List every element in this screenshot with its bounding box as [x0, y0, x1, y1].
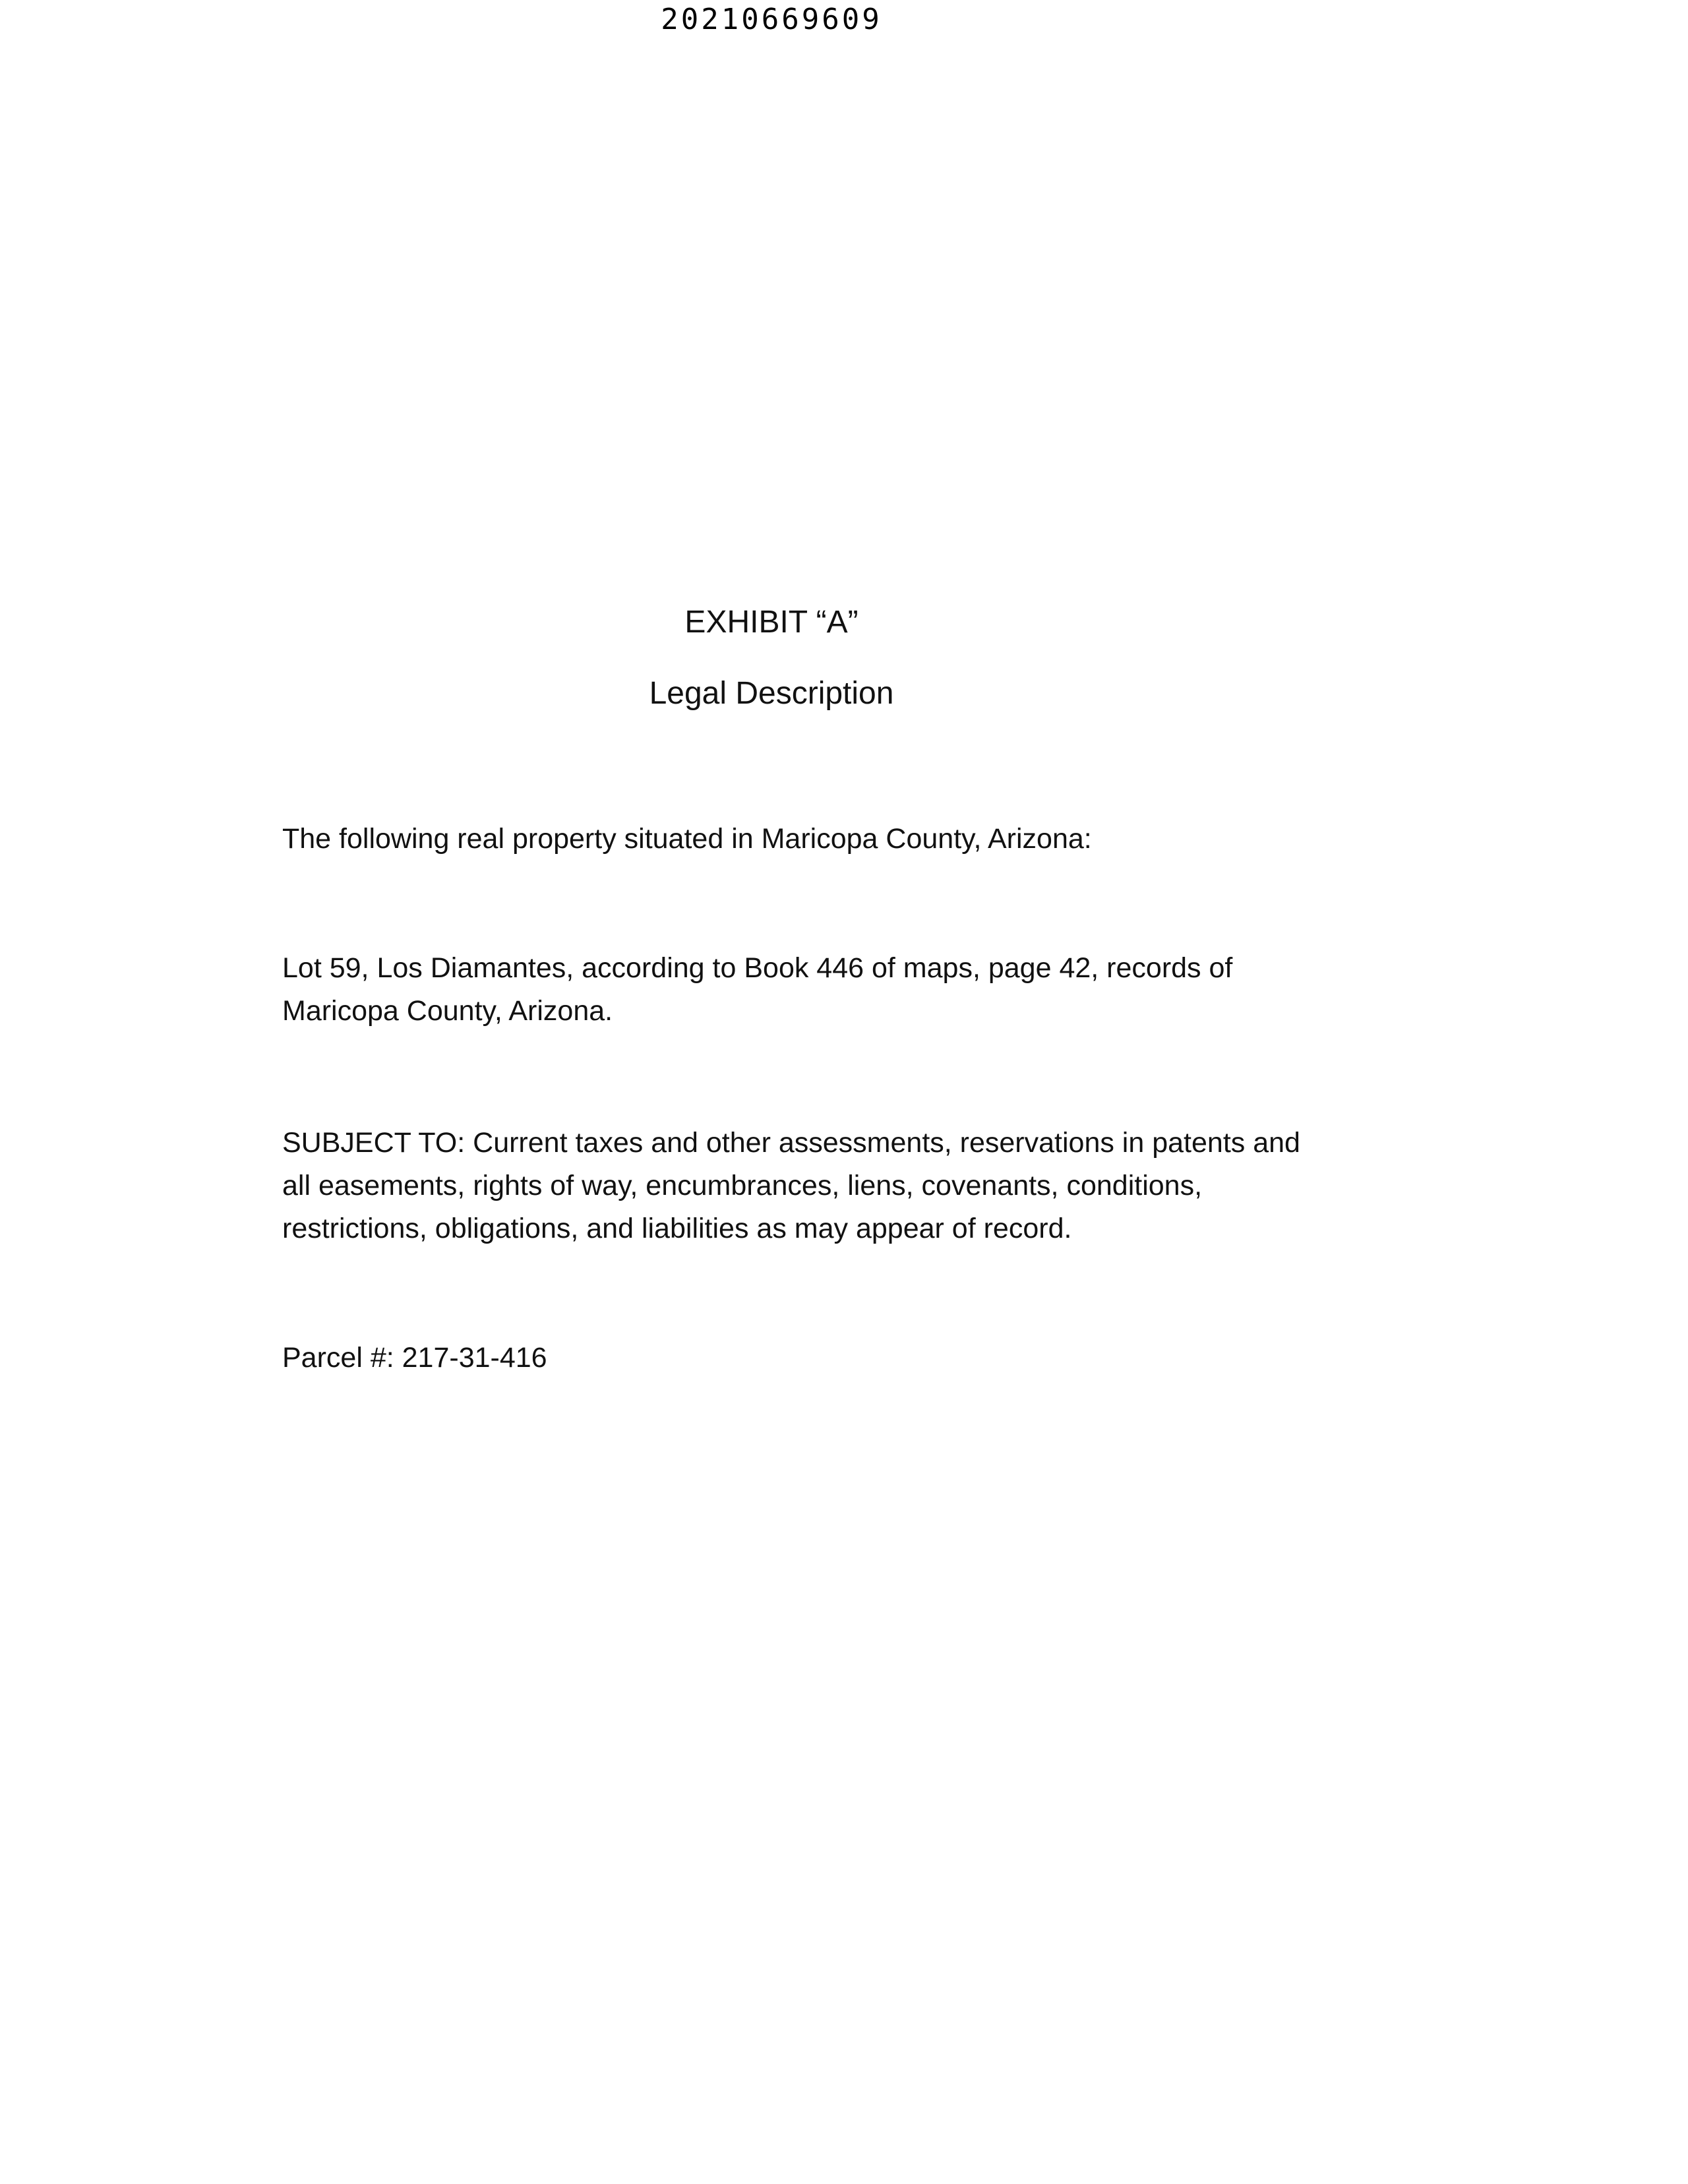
lot-description-paragraph	[282, 947, 1403, 1033]
subject-to-line: all easements, rights of way, encumbrances, liens, covenants, conditions,	[282, 1170, 1203, 1201]
parcel-number: Parcel #: 217-31-416	[282, 1342, 547, 1374]
parcel-number-paragraph	[282, 1337, 1403, 1380]
subject-to-line: SUBJECT TO: Current taxes and other assessments, reservations in patents and	[282, 1127, 1300, 1159]
intro-line: The following real property situated in Maricopa County, Arizona:	[282, 823, 1092, 855]
exhibit-subtitle: Legal Description	[649, 676, 894, 711]
lot-description-line: Lot 59, Los Diamantes, according to Book 446 of maps, page 42, records of	[282, 952, 1233, 984]
intro-paragraph	[282, 818, 1403, 861]
lot-description-line: Maricopa County, Arizona.	[282, 995, 613, 1027]
recording-number: 20210669609	[661, 3, 882, 36]
subject-to-paragraph	[282, 1122, 1403, 1250]
subject-to-line: restrictions, obligations, and liabilities as may appear of record.	[282, 1213, 1072, 1244]
exhibit-title: EXHIBIT “A”	[684, 605, 859, 640]
